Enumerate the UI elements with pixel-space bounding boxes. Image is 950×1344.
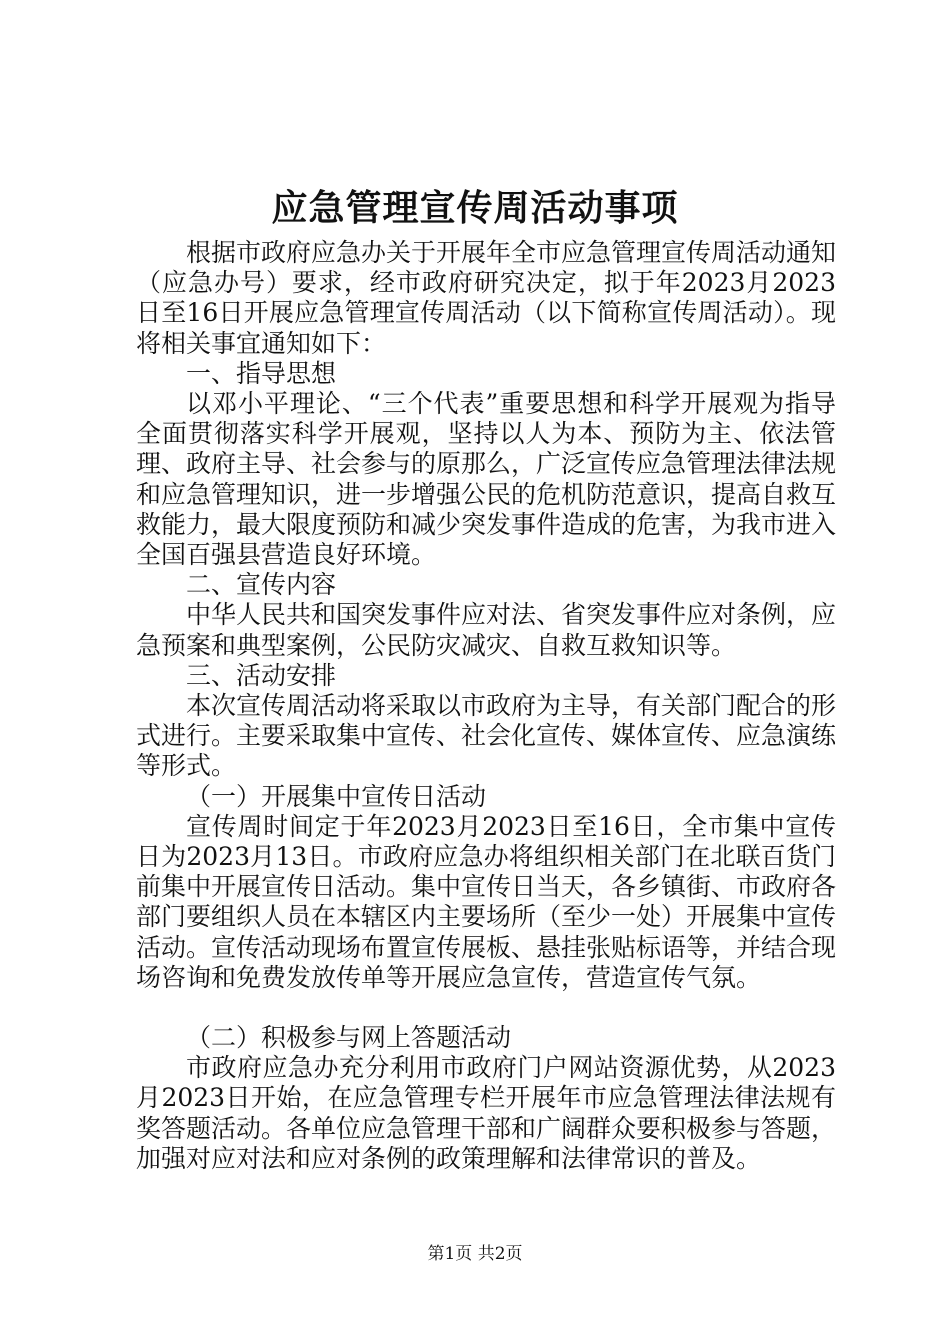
- subsection-heading-online-quiz: （二）积极参与网上答题活动: [186, 1023, 512, 1053]
- page-footer: 第1页 共2页: [427, 1244, 523, 1264]
- activity-arrangement-paragraph: 本次宣传周活动将采取以市政府为主导，有关部门配合的形式进行。主要采取集中宣传、社会化宣传、媒体宣传、应急演练等形式。: [136, 691, 837, 781]
- paragraph-gap: [136, 993, 836, 1023]
- document-title: 应急管理宣传周活动事项: [271, 187, 679, 229]
- publicity-day-paragraph: 宣传周时间定于年2023月2023日至16日，全市集中宣传日为2023月13日。市政府应急办将组织相关部门在北联百货门前集中开展宣传日活动。集中宣传日当天，各乡镇街、市政府各部门要组织人员在本辖区内主要场所（至少一处）开展集中宣传活动。宣传活动现场布置宣传展板、悬挂张贴标语等，并结合现场咨询和免费发放传单等开展应急宣传，营造宣传气氛。: [136, 811, 837, 992]
- online-quiz-paragraph: 市政府应急办充分利用市政府门户网站资源优势，从2023月2023日开始，在应急管理专栏开展年市应急管理法律法规有奖答题活动。各单位应急管理干部和广阔群众要积极参与答题，加强对应对法和应对条例的政策理解和法律常识的普及。: [136, 1053, 837, 1173]
- subsection-heading-publicity-day: （一）开展集中宣传日活动: [186, 781, 487, 811]
- intro-paragraph: 根据市政府应急办关于开展年全市应急管理宣传周活动通知（应急办号）要求，经市政府研究决定，拟于年2023月2023日至16日开展应急管理宣传周活动（以下简称宣传周活动）。现将相关事宜通知如下：: [136, 238, 837, 358]
- section-heading-publicity-content: 二、宣传内容: [186, 570, 337, 600]
- section-heading-guiding-thought: 一、指导思想: [186, 358, 337, 388]
- guiding-thought-paragraph: 以邓小平理论、“三个代表”重要思想和科学开展观为指导全面贯彻落实科学开展观，坚持以人为本、预防为主、依法管理、政府主导、社会参与的原那么，广泛宣传应急管理法律法规和应急管理知识，进一步增强公民的危机防范意识，提高自救互救能力，最大限度预防和减少突发事件造成的危害，为我市进入全国百强县营造良好环境。: [136, 389, 837, 570]
- publicity-content-paragraph: 中华人民共和国突发事件应对法、省突发事件应对条例，应急预案和典型案例，公民防灾减灾、自救互救知识等。: [136, 600, 837, 660]
- section-heading-activity-arrangement: 三、活动安排: [186, 660, 337, 690]
- document-body: [136, 238, 836, 1174]
